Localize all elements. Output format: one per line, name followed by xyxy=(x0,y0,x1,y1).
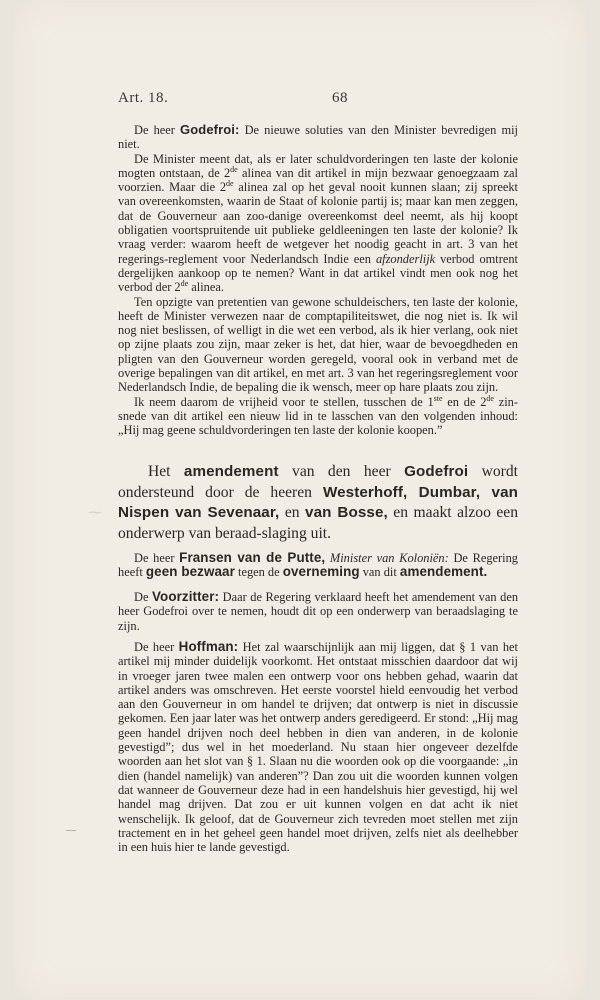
superscript: de xyxy=(180,279,189,289)
speech-chairman xyxy=(118,590,518,633)
superscript: ste xyxy=(433,393,443,403)
italic-text: Minister van Koloniën: xyxy=(329,551,449,565)
superscript: de xyxy=(486,393,494,403)
speech-godefroi xyxy=(118,123,518,438)
text-run: De nieuwe soluties van den Minister bevredigen mij niet. xyxy=(118,123,518,152)
speaker-or-emphasis: geen bezwaar xyxy=(145,564,235,580)
speaker-or-emphasis: Godefroi: xyxy=(180,122,240,137)
text-run: Ik neem daarom de vrijheid voor te stellen, tusschen de 1 xyxy=(134,394,434,409)
text-run: Ten opzigte van pretentien van gewone schuldeischers, ten laste der kolonie, heeft de Minister verwezen naar de comptapiliteitswet, die nog niet is. Ik wil nog niet beslissen, of welligt in die wet een verbod, als ik hier verlang, ook niet op zijne plaats zou zijn, maar zeker is het, dat hier, waar de bevoegdheden en pligten van den Gouverneur worden geregeld, vooral ook in verband met de overige bepalingen van dit artikel, en met art. 3 van het regeringsreglement voor Nederlandsch Indie, de bepaling die ik wensch, meer op hare plaats zou zijn. xyxy=(118,294,518,395)
paragraph xyxy=(118,462,518,544)
speaker-or-emphasis: Westerhoff, Dumbar, van Nispen van Sevenaar, xyxy=(118,483,518,522)
text-run: De heer xyxy=(134,640,179,654)
text-run: van dit xyxy=(359,565,400,580)
speaker-or-emphasis: Fransen van de Putte, xyxy=(179,550,326,565)
text-run: en xyxy=(279,504,306,522)
speaker-or-emphasis: amendement xyxy=(183,463,279,480)
paragraph xyxy=(118,295,518,395)
text-run: en maakt alzoo een onderwerp van beraad-slaging uit. xyxy=(118,504,518,542)
speech-hoffman xyxy=(118,640,518,854)
superscript: de xyxy=(226,179,234,189)
speech-minister xyxy=(118,551,518,580)
margin-mark xyxy=(66,830,76,831)
text-run: De Minister meent dat, als er later schuldvorderingen ten laste der kolonie mogten ontstaan, de 2 xyxy=(118,151,518,180)
speaker-or-emphasis: Voorzitter: xyxy=(152,589,220,604)
text-run: De Regering heeft xyxy=(118,551,519,580)
text-run: en de 2 xyxy=(442,394,487,409)
text-run: alinea zal op het geval nooit kunnen slaan; zij spreekt van overeenkomsten, waarin de Staat of kolonie partij is; maar kan men zeggen, dat de Gouverneur aan zoo-danige overeenkomst deel neemt, als hij koopt obligatien voortspruitende uit publieke geldleeningen ten laste der kolonie? Ik vraag verder: waarom heeft de wetgever het noodig geacht in art. 3 van het regerings-reglement voor Nederlandsch Indie een xyxy=(118,180,518,266)
text-run: alinea van dit artikel in mijn bezwaar genoegzaam zal voorzien. Maar die 2 xyxy=(118,165,518,195)
text-run: zin-snede van dit artikel een nieuw lid in te lasschen van den volgenden inhoud: „Hij mag geene schuldvorderingen ten laste der kolonie koopen.” xyxy=(118,394,518,438)
text-run: Het xyxy=(148,463,184,480)
text-run: tegen de xyxy=(234,565,283,580)
page xyxy=(14,0,586,1000)
text-run: van den heer xyxy=(278,463,405,480)
text-run: Het zal waarschijnlijk aan mij liggen, dat § 1 van het artikel mij minder duidelijk voorkomt. Het ontstaat misschien daardoor dat wij in vroeger jaren twee malen een ontwerp voor ons hebben gehad, waarin dat artikel anders was omschreven. Het eerste voorstel hield eenvoudig het verbod aan den Gouverneur in om handel te drijven; dat ontwerp is niet in discussie gekomen. Een jaar later was het ontwerp anders geredigeerd. Er stond: „Hij mag geen handel drijven noch deel hebben in dien van anderen, in de kolonie gevestigd”; dus wel in het moederland. Nu staan hier ongeveer dezelfde woorden aan het slot van § 1. Slaan nu die woorden ook op die voorgaande: „in dien (handel namelijk) van anderen”? Dan zou uit die woorden kunnen volgen dat wanneer de Gouverneur deze had in een handelshuis hier gevestigd, hij wel handel mag drijven. Dat zou er uit kunnen volgen en dat acht ik niet wenschelijk. Ik geloof, dat de Gouverneur zich tevreden moet stellen met zijn tractement en in het geheel geen handel moet drijven, zelfs niet als deelhebber in een huis hier te lande gevestigd. xyxy=(118,640,518,855)
speaker-or-emphasis: amendement. xyxy=(399,564,488,580)
amendment-statement xyxy=(118,462,518,544)
italic-text: afzonderlijk xyxy=(375,251,436,266)
text-run: wordt ondersteund door de heeren xyxy=(118,463,518,501)
speaker-or-emphasis: Hoffman: xyxy=(178,639,239,654)
superscript: de xyxy=(230,164,238,174)
paragraph xyxy=(118,123,518,152)
speaker-or-emphasis: Godefroi xyxy=(404,463,469,480)
speaker-or-emphasis: overneming xyxy=(282,564,360,580)
page-number: 68 xyxy=(332,90,348,106)
paragraph xyxy=(118,152,518,295)
text-run: alinea. xyxy=(188,280,224,295)
paragraph xyxy=(118,640,518,854)
text-run: De heer xyxy=(134,551,180,565)
text-run: verbod omtrent dergelijken aankoop op te nemen? Want in dat artikel vindt men ook nog het verbod der 2 xyxy=(118,251,518,295)
article-heading: Art. 18. xyxy=(118,90,169,106)
paragraph xyxy=(118,551,518,580)
page-smudge: ⁓ xyxy=(88,506,102,521)
paragraph xyxy=(118,395,518,438)
paragraph xyxy=(118,590,518,633)
text-run: Daar de Regering verklaard heeft het amendement van den heer Godefroi over te nemen, houdt dit op een onderwerp van beraadslaging te zijn. xyxy=(118,590,519,633)
speaker-or-emphasis: van Bosse, xyxy=(305,504,388,522)
text-run: De heer xyxy=(134,123,181,137)
text-run: De xyxy=(134,590,153,604)
